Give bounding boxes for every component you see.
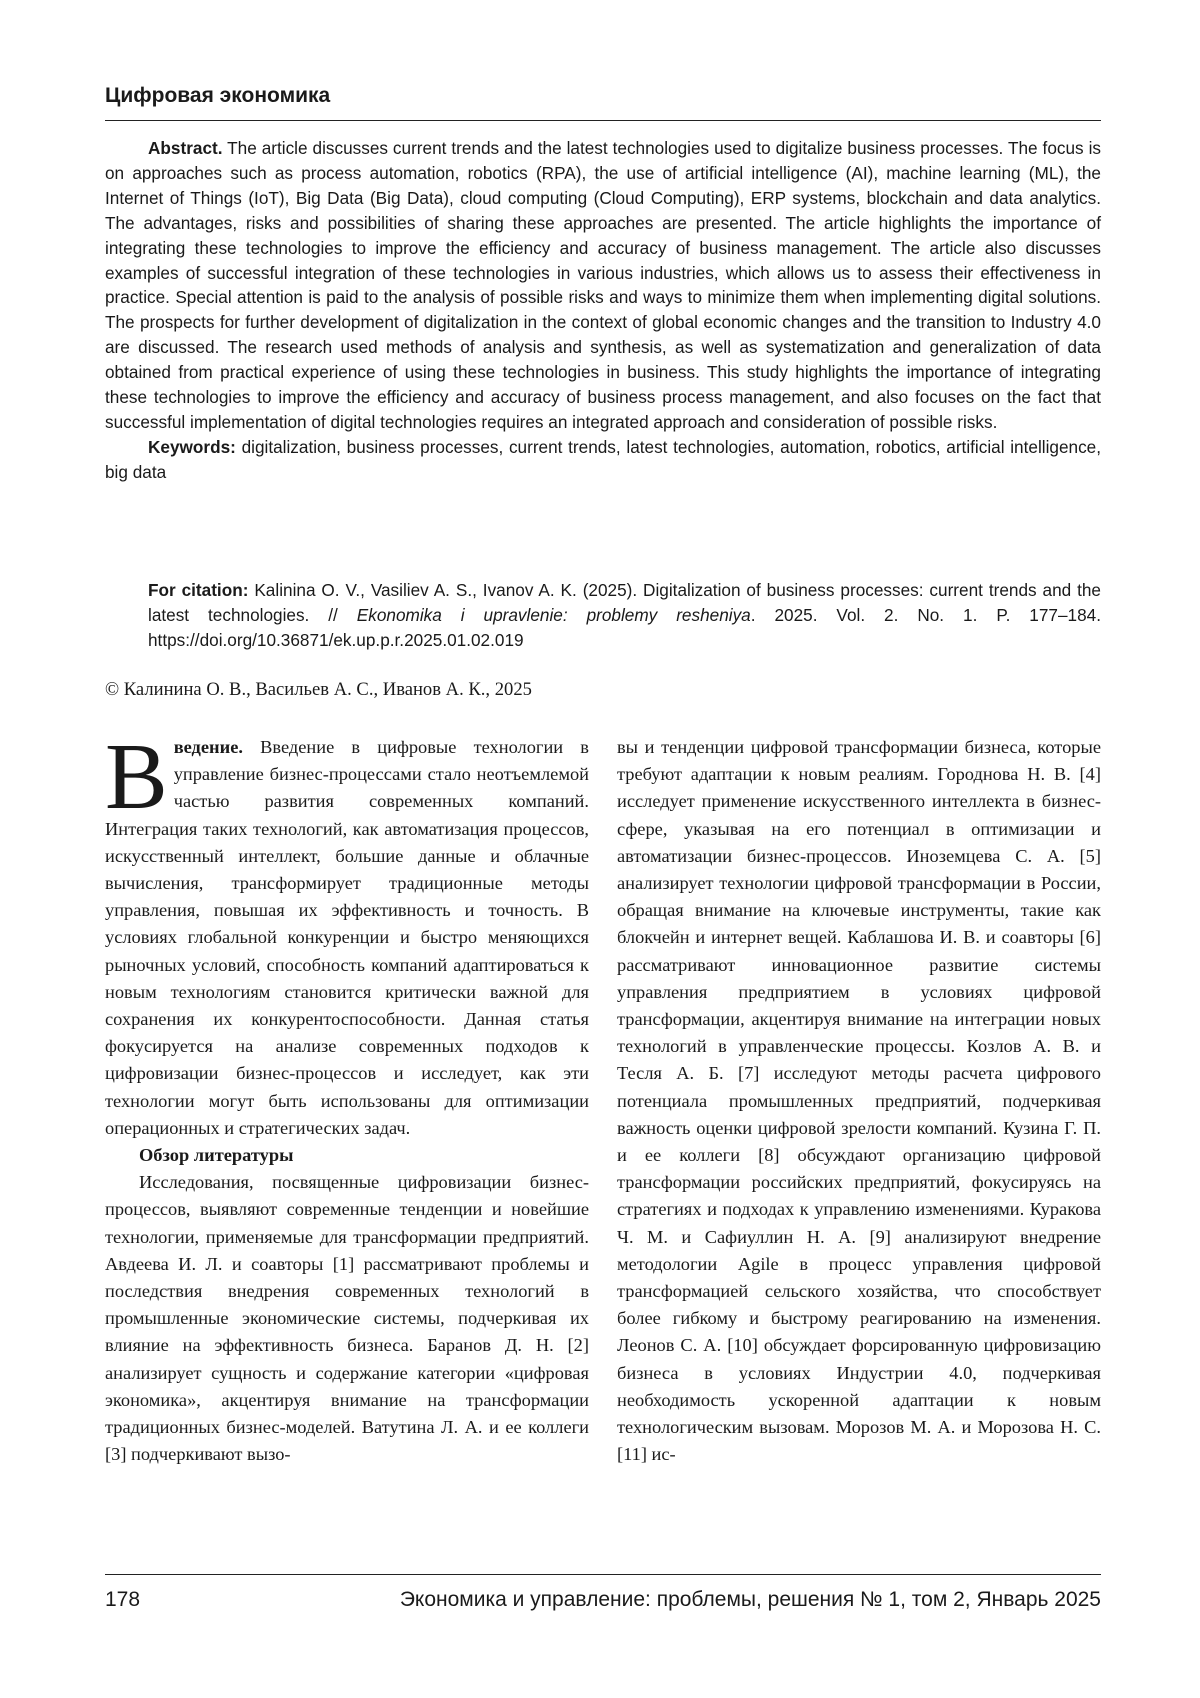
body-column-left: [105, 725, 589, 1468]
citation-block: [148, 578, 1101, 653]
citation-text-after: . 2025. Vol. 2. No. 1. P. 177–184. https://doi.org/10.36871/ek.up.p.r.2025.01.02.019: [148, 604, 1101, 650]
header-rule: [105, 120, 1101, 121]
drop-cap: В: [105, 725, 168, 829]
literature-heading: Обзор литературы: [139, 1145, 294, 1166]
literature-paragraph: Исследования, посвященные цифровизации бизнес-процессов, выявляют современные тенденции и новейшие технологии, применяемые для трансформации предприятий. Авдеева И. Л. и соавторы [1] рассматривают проблемы и последствия внедрения современных технологий в промышленные экономические системы, подчеркивая их влияние на эффективность бизнеса. Баранов Д. Н. [2] анализирует сущность и содержание категории «цифровая экономика», акцентируя внимание на трансформации традиционных бизнес-моделей. Ватутина Л. А. и ее коллеги [3] подчеркивают вызо-: [105, 1172, 589, 1465]
citation-label: For citation:: [148, 580, 249, 600]
citation-journal: Ekonomika i upravlenie: problemy resheniya: [356, 604, 751, 625]
keywords-label: Keywords:: [148, 436, 236, 457]
intro-text: Введение в цифровые технологии в управление бизнес-процессами стало неотъемлемой частью развития современных компаний. Интеграция таких технологий, как автоматизация процессов, искусственный интеллект, большие данные и облачные вычисления, трансформирует традиционные методы управления, повышая их эффективность и точность. В условиях глобальной конкуренции и быстро меняющихся рыночных условий, способность компаний адаптироваться к новым технологиям становится критически важной для сохранения их конкурентоспособности. Данная статья фокусируется на анализе современных подходов к цифровизации бизнес-процессов и исследует, как эти технологии могут быть использованы для оптимизации операционных и стратегических задач.: [105, 737, 589, 1138]
abstract-block: [105, 136, 1101, 485]
copyright-line: © Калинина О. В., Васильев А. С., Иванов А. К., 2025: [105, 679, 532, 700]
body-column-right: [617, 734, 1101, 1468]
citation-text-before: Kalinina O. V., Vasiliev A. S., Ivanov A. K. (2025). Digitalization of business processes: current trends and the latest technologies. //: [148, 580, 1101, 625]
intro-paragraph: [105, 725, 589, 1142]
page-number: 178: [105, 1588, 141, 1611]
citation-paragraph: [148, 578, 1101, 653]
abstract-paragraph: [105, 136, 1101, 435]
footer-rule: [105, 1574, 1101, 1575]
abstract-text: The article discusses current trends and the latest technologies used to digitalize business processes. The focus is on approaches such as process automation, robotics (RPA), the use of artificial intelligence (AI), machine learning (ML), the Internet of Things (IoT), Big Data (Big Data), cloud computing (Cloud Computing), ERP systems, blockchain and data analytics. The advantages, risks and possibilities of sharing these approaches are presented. The article highlights the importance of integrating these technologies to improve the efficiency and accuracy of business management. The article also discusses examples of successful integration of these technologies in various industries, which allows us to assess their effectiveness in practice. Special attention is paid to the analysis of possible risks and ways to minimize them when implementing digital solutions. The prospects for further development of digitalization in the context of global economic changes and the transition to Industry 4.0 are discussed. The research used methods of analysis and synthesis, as well as systematization and generalization of data obtained from practical experience of using these technologies in business. This study highlights the importance of integrating these technologies to improve the efficiency and accuracy of business process management, and also focuses on the fact that successful implementation of digital technologies requires an integrated approach and consideration of possible risks.: [105, 138, 1101, 432]
intro-heading: ведение.: [173, 737, 243, 757]
literature-continued: вы и тенденции цифровой трансформации бизнеса, которые требуют адаптации к новым реалиям. Городнова Н. В. [4] исследует применение искусственного интеллекта в бизнес-сфере, указывая на его потенциал в оптимизации и автоматизации бизнес-процессов. Иноземцева С. А. [5] анализирует технологии цифровой трансформации в России, обращая внимание на ключевые инструменты, такие как блокчейн и интернет вещей. Каблашова И. В. и соавторы [6] рассматривают инновационное развитие системы управления предприятием в условиях цифровой трансформации, акцентируя внимание на интеграции новых технологий в управленческие процессы. Козлов А. В. и Тесля А. Б. [7] исследуют методы расчета цифрового потенциала промышленных предприятий, подчеркивая важность оценки цифровой зрелости компаний. Кузина Г. П. и ее коллеги [8] обсуждают организацию цифровой трансформации российских предприятий, фокусируясь на стратегиях и подходах к управлению изменениями. Куракова Ч. М. и Сафиуллин Н. А. [9] анализируют внедрение методологии Agile в процесс управления цифровой трансформацией сельского хозяйства, что способствует более гибкому и быстрому реагированию на изменения. Леонов С. А. [10] обсуждает форсированную цифровизацию бизнеса в условиях Индустрии 4.0, подчеркивая необходимость ускоренной адаптации к новым технологическим вызовам. Морозов М. А. и Морозова Н. С. [11] ис-: [617, 737, 1101, 1465]
journal-footer: Экономика и управление: проблемы, решения № 1, том 2, Январь 2025: [399, 1588, 1101, 1611]
keywords-paragraph: [105, 435, 1101, 485]
abstract-label: Abstract.: [148, 138, 223, 158]
section-title: Цифровая экономика: [105, 84, 331, 107]
keywords-text: digitalization, business processes, current trends, latest technologies, automation, robotics, artificial intelligence, big data: [105, 436, 1101, 482]
